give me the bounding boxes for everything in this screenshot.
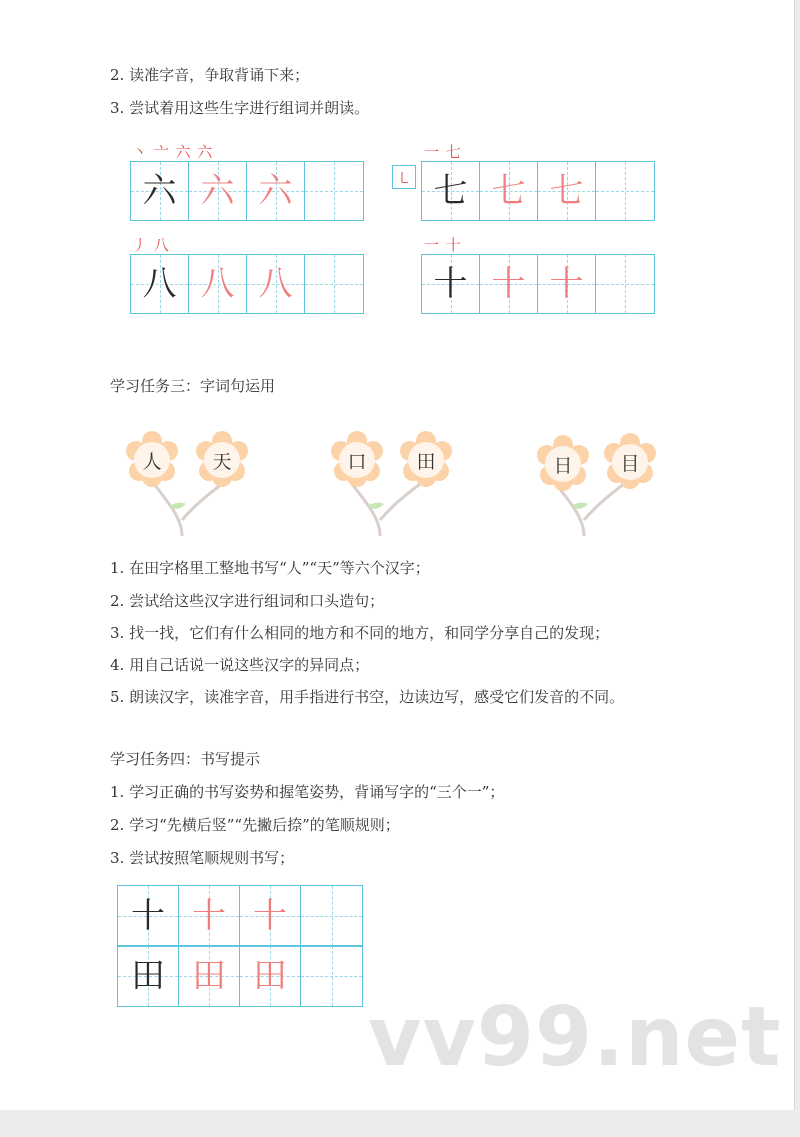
task2-line-2: 2. 读准字音，争取背诵下来； <box>110 66 310 84</box>
grid-cell <box>189 162 247 220</box>
grid-cell <box>247 255 305 313</box>
model-char: 七 <box>433 171 468 211</box>
trace-char: 七 <box>549 171 584 211</box>
model-char: 十 <box>131 896 165 936</box>
task3-item-4: 4. 用自己话说一说这些汉字的异同点； <box>110 656 370 674</box>
trace-char: 八 <box>258 264 293 304</box>
trace-char: 十 <box>192 896 226 936</box>
flower-stem-icon <box>140 480 240 540</box>
flower-card <box>328 431 386 489</box>
grid-cell <box>118 946 179 1006</box>
flower-card <box>123 431 181 489</box>
tianzige-qi <box>421 161 655 221</box>
model-char: 六 <box>142 171 177 211</box>
grid-cell <box>596 255 654 313</box>
tianzige-liu <box>130 161 364 221</box>
grid-cell <box>131 162 189 220</box>
flower-char: 田 <box>416 450 436 473</box>
flower-card <box>534 435 592 493</box>
grid-cell <box>189 255 247 313</box>
tianzige-shi <box>421 254 655 314</box>
flower-stem-icon <box>338 480 438 540</box>
tianzige-ba <box>130 254 364 314</box>
task2-line-3: 3. 尝试着用这些生字进行组词并朗读。 <box>110 99 370 117</box>
trace-char: 十 <box>253 896 287 936</box>
task3-item-5: 5. 朗读汉字，读准字音，用手指进行书空，边读边写，感受它们发音的不同。 <box>110 688 625 706</box>
grid-cell <box>240 886 301 946</box>
stroke-order-liu: 丶 亠 六 六 <box>132 143 214 161</box>
grid-cell <box>305 255 363 313</box>
flower-char: 口 <box>347 450 367 473</box>
stroke-order-ba: 丿 八 <box>132 236 170 254</box>
model-char: 八 <box>142 264 177 304</box>
grid-cell <box>596 162 654 220</box>
stroke-order-shi: 一 十 <box>424 236 462 254</box>
grid-cell <box>301 886 362 946</box>
grid-cell <box>480 255 538 313</box>
task4-item-2: 2. 学习“先横后竖”“先撇后捺”的笔顺规则； <box>110 816 400 834</box>
tianzige-row-shi <box>117 885 363 947</box>
task3-title: 学习任务三：字词句运用 <box>110 377 276 395</box>
task3-item-3: 3. 找一找，它们有什么相同的地方和不同的地方，和同学分享自己的发现； <box>110 624 610 642</box>
trace-char: 七 <box>491 171 526 211</box>
stroke-hint-box: ㇄ <box>392 165 416 189</box>
flower-card <box>601 433 659 491</box>
task4-title: 学习任务四：书写提示 <box>110 750 261 768</box>
model-char: 田 <box>131 956 165 996</box>
trace-char: 十 <box>491 264 526 304</box>
model-char: 十 <box>433 264 468 304</box>
grid-cell <box>422 162 480 220</box>
trace-char: 十 <box>549 264 584 304</box>
grid-cell <box>247 162 305 220</box>
flower-card <box>397 431 455 489</box>
grid-cell <box>240 946 301 1006</box>
task4-item-1: 1. 学习正确的书写姿势和握笔姿势，背诵写字的“三个一”； <box>110 783 505 801</box>
trace-char: 田 <box>192 956 226 996</box>
grid-cell <box>179 886 240 946</box>
grid-cell <box>131 255 189 313</box>
flower-card <box>193 431 251 489</box>
flower-char: 日 <box>553 454 573 477</box>
watermark: vv99.net <box>368 990 782 1085</box>
trace-char: 八 <box>200 264 235 304</box>
grid-cell <box>422 255 480 313</box>
trace-char: 田 <box>253 956 287 996</box>
task3-item-1: 1. 在田字格里工整地书写“人”“天”等六个汉字； <box>110 559 430 577</box>
trace-char: 六 <box>258 171 293 211</box>
task4-item-3: 3. 尝试按照笔顺规则书写； <box>110 849 295 867</box>
grid-cell <box>538 162 596 220</box>
grid-cell <box>118 886 179 946</box>
grid-cell <box>301 946 362 1006</box>
grid-cell <box>179 946 240 1006</box>
grid-cell <box>480 162 538 220</box>
flower-char: 目 <box>620 452 640 475</box>
task3-item-2: 2. 尝试给这些汉字进行组词和口头造句； <box>110 592 385 610</box>
grid-cell <box>305 162 363 220</box>
grid-cell <box>538 255 596 313</box>
stroke-order-qi: 一 七 <box>424 143 462 161</box>
tianzige-row-tian <box>117 945 363 1007</box>
flower-char: 人 <box>142 450 162 473</box>
flower-char: 天 <box>212 450 232 473</box>
trace-char: 六 <box>200 171 235 211</box>
